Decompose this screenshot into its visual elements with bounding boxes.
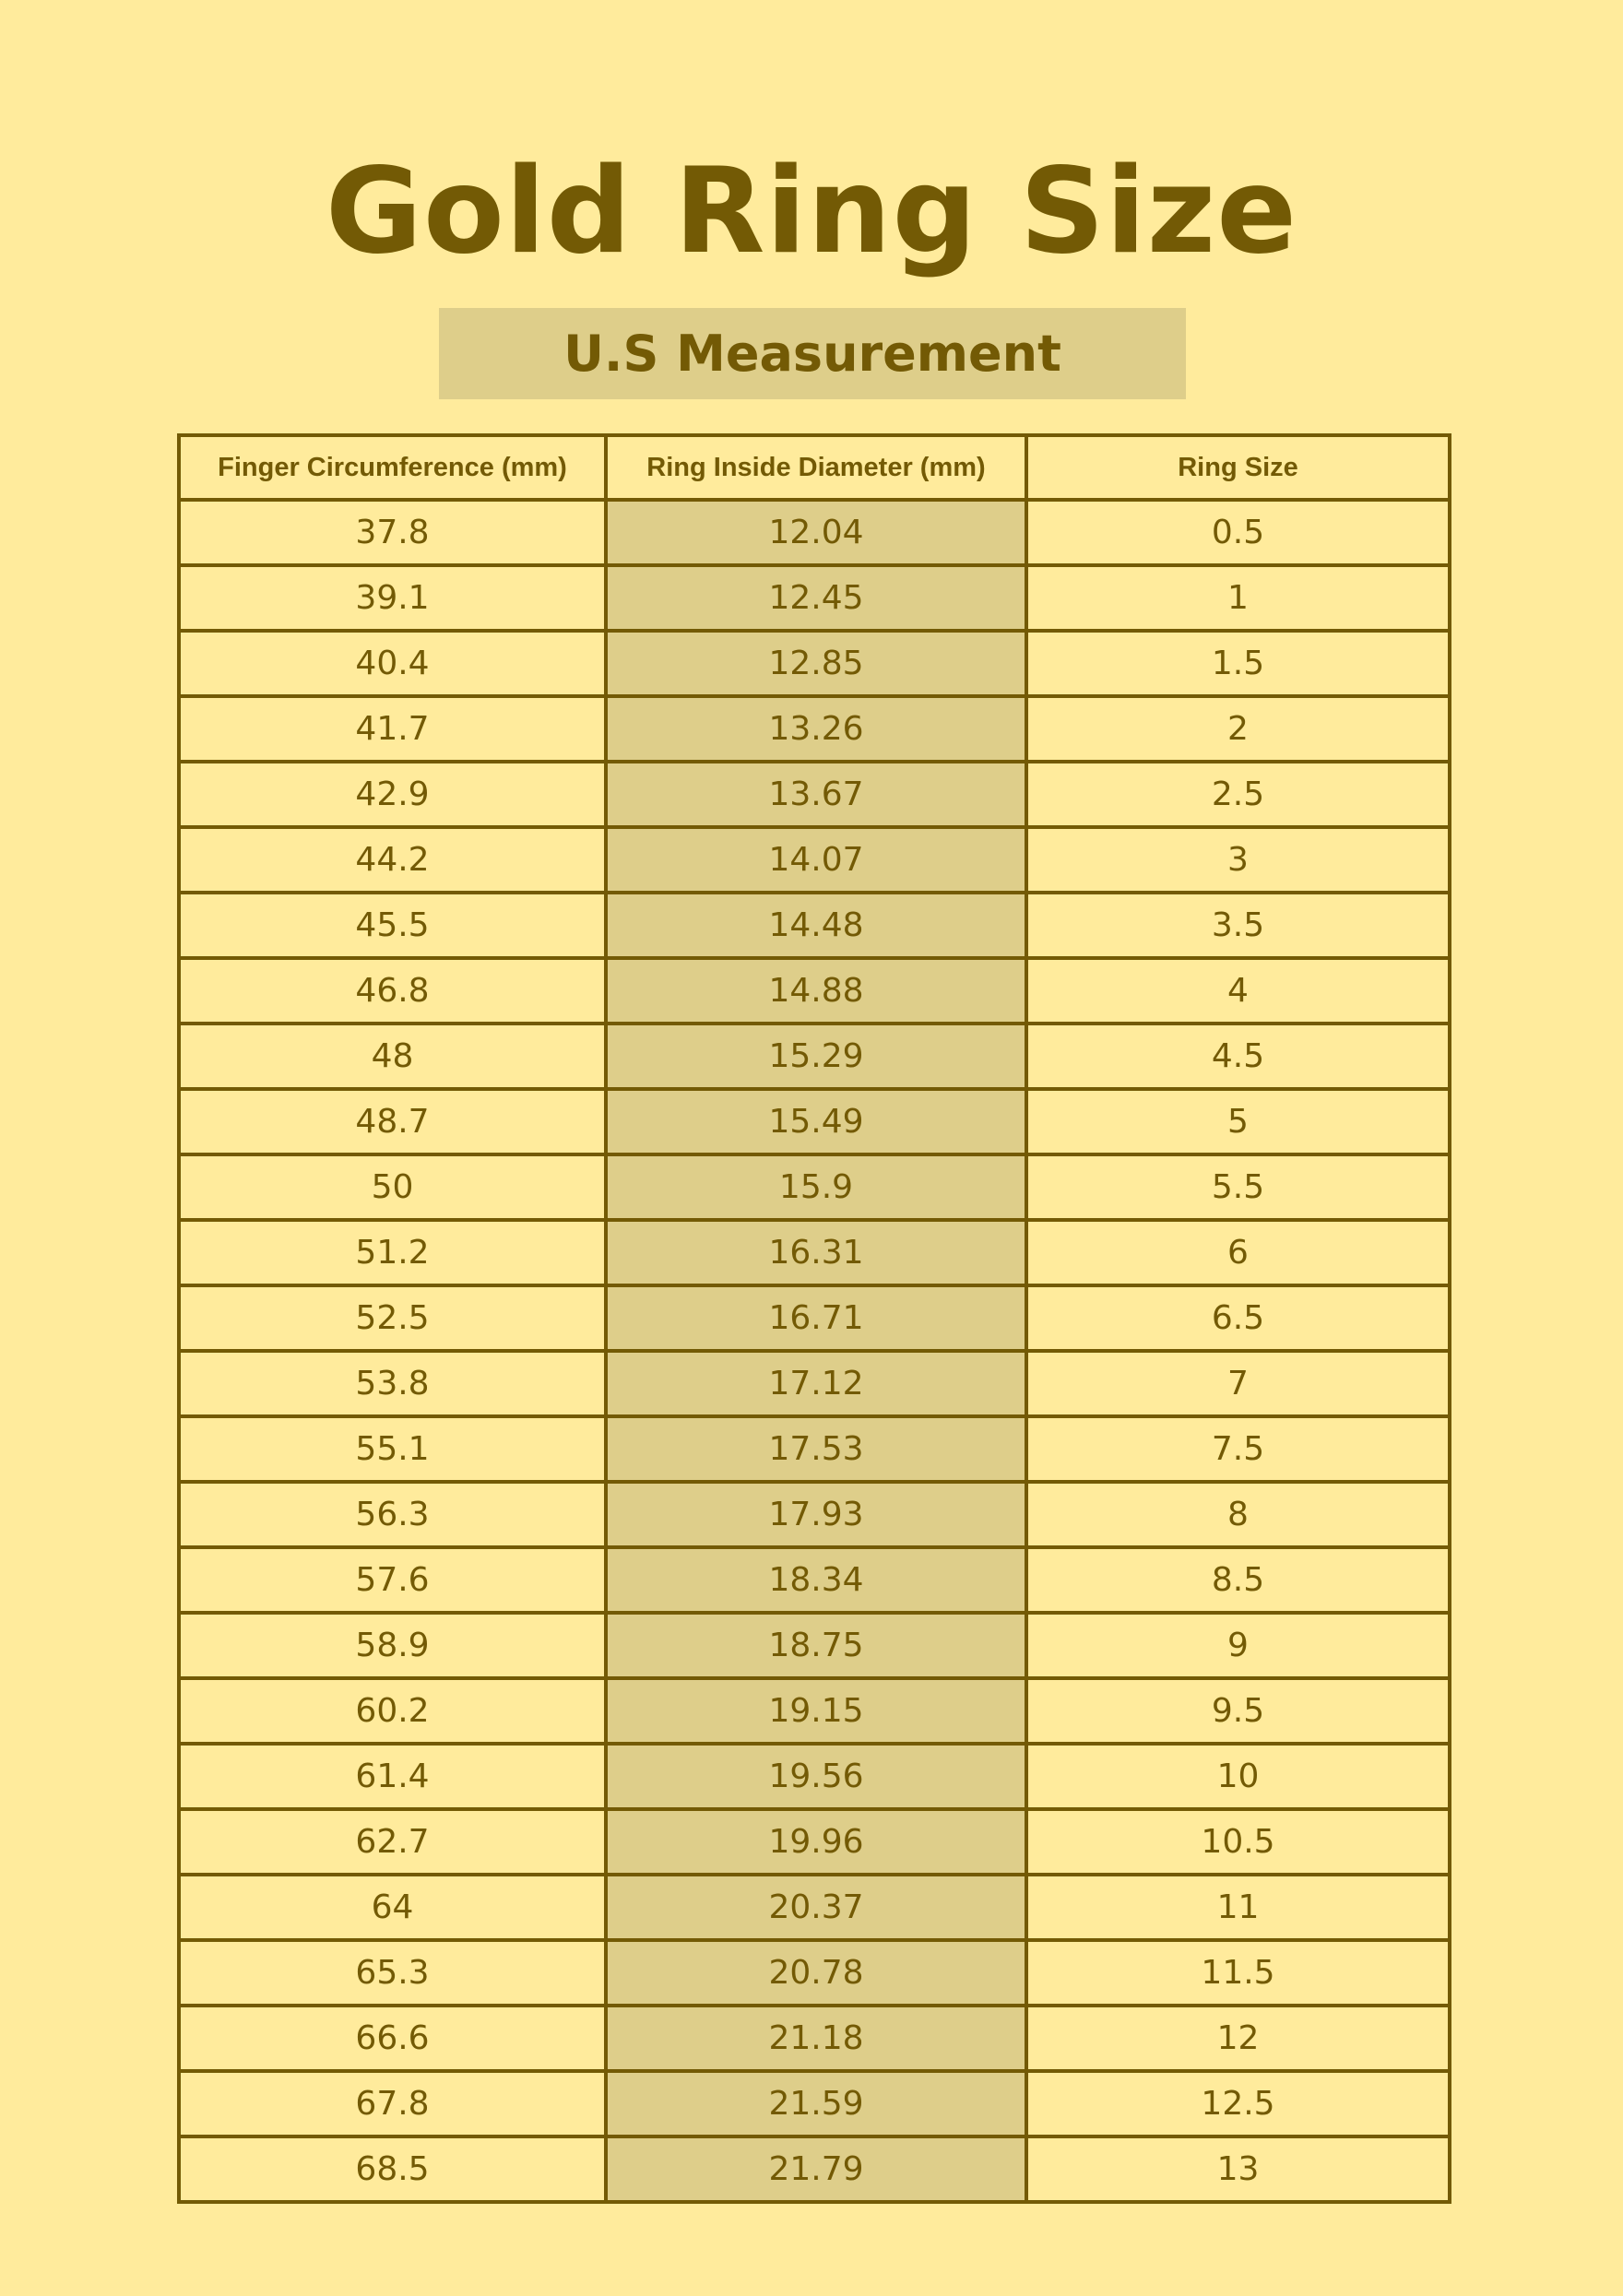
- cell-ring-size: 11: [1026, 1875, 1450, 1940]
- cell-ring-size: 3.5: [1026, 893, 1450, 958]
- cell-finger-circumference: 57.6: [179, 1547, 606, 1613]
- cell-finger-circumference: 41.7: [179, 696, 606, 762]
- cell-finger-circumference: 51.2: [179, 1220, 606, 1285]
- cell-ring-size: 9.5: [1026, 1678, 1450, 1744]
- table-row: [179, 1613, 1450, 1678]
- table-row: [179, 565, 1450, 631]
- header-finger-circumference: Finger Circumference (mm): [179, 435, 606, 500]
- cell-ring-inside-diameter: 13.67: [606, 762, 1026, 827]
- cell-finger-circumference: 60.2: [179, 1678, 606, 1744]
- cell-finger-circumference: 56.3: [179, 1482, 606, 1547]
- cell-ring-size: 3: [1026, 827, 1450, 893]
- cell-finger-circumference: 52.5: [179, 1285, 606, 1351]
- page-title: Gold Ring Size: [325, 143, 1298, 280]
- cell-ring-size: 5.5: [1026, 1154, 1450, 1220]
- cell-ring-inside-diameter: 17.53: [606, 1416, 1026, 1482]
- cell-finger-circumference: 58.9: [179, 1613, 606, 1678]
- cell-ring-size: 4: [1026, 958, 1450, 1024]
- cell-ring-size: 8: [1026, 1482, 1450, 1547]
- cell-ring-size: 11.5: [1026, 1940, 1450, 2006]
- table-row: [179, 2006, 1450, 2071]
- table-row: [179, 1547, 1450, 1613]
- cell-finger-circumference: 55.1: [179, 1416, 606, 1482]
- cell-ring-size: 2: [1026, 696, 1450, 762]
- cell-ring-size: 4.5: [1026, 1024, 1450, 1089]
- table-row: [179, 1351, 1450, 1416]
- table-row: [179, 2071, 1450, 2136]
- cell-ring-size: 2.5: [1026, 762, 1450, 827]
- subtitle: U.S Measurement: [563, 325, 1061, 383]
- cell-ring-inside-diameter: 14.48: [606, 893, 1026, 958]
- cell-ring-inside-diameter: 12.45: [606, 565, 1026, 631]
- cell-ring-size: 6: [1026, 1220, 1450, 1285]
- cell-ring-inside-diameter: 21.59: [606, 2071, 1026, 2136]
- cell-finger-circumference: 50: [179, 1154, 606, 1220]
- cell-ring-inside-diameter: 19.15: [606, 1678, 1026, 1744]
- table-row: [179, 762, 1450, 827]
- table-row: [179, 1285, 1450, 1351]
- cell-ring-inside-diameter: 13.26: [606, 696, 1026, 762]
- cell-ring-inside-diameter: 21.79: [606, 2136, 1026, 2202]
- table-header-row: [179, 435, 1450, 500]
- cell-ring-inside-diameter: 15.29: [606, 1024, 1026, 1089]
- cell-ring-size: 7.5: [1026, 1416, 1450, 1482]
- cell-ring-size: 5: [1026, 1089, 1450, 1154]
- cell-ring-inside-diameter: 16.71: [606, 1285, 1026, 1351]
- cell-ring-inside-diameter: 17.93: [606, 1482, 1026, 1547]
- cell-finger-circumference: 65.3: [179, 1940, 606, 2006]
- cell-ring-inside-diameter: 18.75: [606, 1613, 1026, 1678]
- cell-ring-inside-diameter: 15.9: [606, 1154, 1026, 1220]
- cell-ring-inside-diameter: 20.37: [606, 1875, 1026, 1940]
- cell-finger-circumference: 40.4: [179, 631, 606, 696]
- cell-finger-circumference: 44.2: [179, 827, 606, 893]
- header-ring-inside-diameter: Ring Inside Diameter (mm): [606, 435, 1026, 500]
- header-ring-size: Ring Size: [1026, 435, 1450, 500]
- cell-ring-size: 0.5: [1026, 500, 1450, 565]
- cell-ring-inside-diameter: 20.78: [606, 1940, 1026, 2006]
- table-row: [179, 1154, 1450, 1220]
- table-row: [179, 1220, 1450, 1285]
- table-row: [179, 1744, 1450, 1809]
- cell-finger-circumference: 39.1: [179, 565, 606, 631]
- cell-ring-inside-diameter: 16.31: [606, 1220, 1026, 1285]
- cell-ring-inside-diameter: 12.85: [606, 631, 1026, 696]
- cell-ring-size: 7: [1026, 1351, 1450, 1416]
- table-row: [179, 1678, 1450, 1744]
- cell-ring-size: 10.5: [1026, 1809, 1450, 1875]
- table-row: [179, 1809, 1450, 1875]
- table-row: [179, 631, 1450, 696]
- cell-ring-size: 8.5: [1026, 1547, 1450, 1613]
- table-row: [179, 2136, 1450, 2202]
- cell-ring-inside-diameter: 14.07: [606, 827, 1026, 893]
- cell-ring-size: 6.5: [1026, 1285, 1450, 1351]
- table-row: [179, 696, 1450, 762]
- cell-finger-circumference: 53.8: [179, 1351, 606, 1416]
- table-row: [179, 1940, 1450, 2006]
- cell-ring-size: 9: [1026, 1613, 1450, 1678]
- cell-ring-inside-diameter: 15.49: [606, 1089, 1026, 1154]
- cell-finger-circumference: 68.5: [179, 2136, 606, 2202]
- cell-finger-circumference: 64: [179, 1875, 606, 1940]
- table-row: [179, 500, 1450, 565]
- table-row: [179, 1875, 1450, 1940]
- cell-ring-size: 1: [1026, 565, 1450, 631]
- cell-ring-size: 12: [1026, 2006, 1450, 2071]
- table-row: [179, 1416, 1450, 1482]
- table-row: [179, 1089, 1450, 1154]
- cell-finger-circumference: 48.7: [179, 1089, 606, 1154]
- cell-finger-circumference: 48: [179, 1024, 606, 1089]
- cell-finger-circumference: 46.8: [179, 958, 606, 1024]
- table-row: [179, 827, 1450, 893]
- cell-finger-circumference: 61.4: [179, 1744, 606, 1809]
- cell-ring-inside-diameter: 19.56: [606, 1744, 1026, 1809]
- table-row: [179, 1482, 1450, 1547]
- cell-ring-inside-diameter: 17.12: [606, 1351, 1026, 1416]
- cell-ring-size: 10: [1026, 1744, 1450, 1809]
- cell-finger-circumference: 42.9: [179, 762, 606, 827]
- table-row: [179, 1024, 1450, 1089]
- cell-ring-inside-diameter: 14.88: [606, 958, 1026, 1024]
- cell-finger-circumference: 67.8: [179, 2071, 606, 2136]
- cell-finger-circumference: 66.6: [179, 2006, 606, 2071]
- cell-ring-size: 13: [1026, 2136, 1450, 2202]
- table-row: [179, 893, 1450, 958]
- cell-ring-inside-diameter: 19.96: [606, 1809, 1026, 1875]
- cell-ring-inside-diameter: 12.04: [606, 500, 1026, 565]
- cell-finger-circumference: 37.8: [179, 500, 606, 565]
- ring-size-table: [177, 433, 1451, 2204]
- cell-finger-circumference: 62.7: [179, 1809, 606, 1875]
- table-body: [179, 500, 1450, 2202]
- cell-ring-size: 12.5: [1026, 2071, 1450, 2136]
- table-row: [179, 958, 1450, 1024]
- cell-ring-size: 1.5: [1026, 631, 1450, 696]
- cell-ring-inside-diameter: 21.18: [606, 2006, 1026, 2071]
- cell-ring-inside-diameter: 18.34: [606, 1547, 1026, 1613]
- cell-finger-circumference: 45.5: [179, 893, 606, 958]
- subtitle-banner: [439, 308, 1186, 399]
